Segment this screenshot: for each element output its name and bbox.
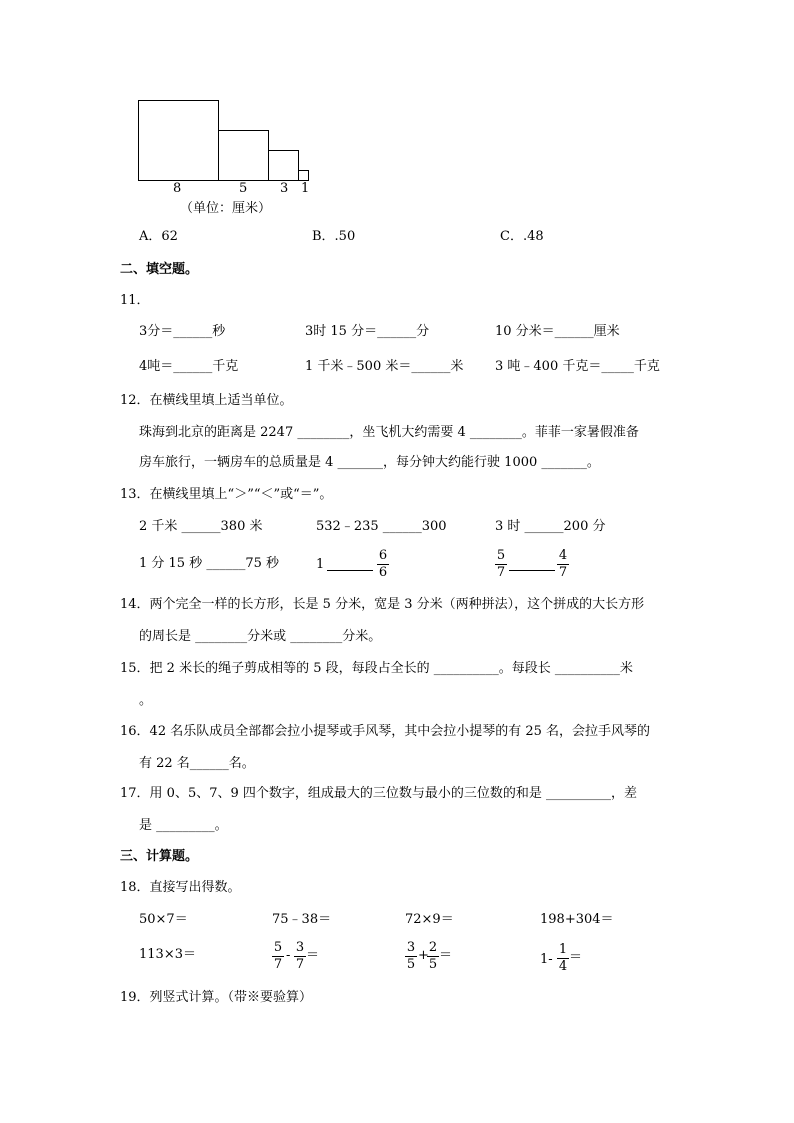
equals-sign: ＝: [569, 950, 583, 965]
q11-item-1: 3分＝______秒: [139, 324, 226, 339]
fraction-denominator: 5: [406, 957, 416, 972]
fraction-6-6: [377, 549, 389, 580]
q16-line-2: 有 22 名______名。: [139, 756, 255, 771]
q11-item-4: 4吨＝______千克: [139, 359, 239, 374]
fraction-denominator: 4: [558, 959, 568, 974]
q11-item-5: 1 千米﹣500 米＝______米: [305, 359, 464, 374]
fraction-denominator: 7: [273, 957, 283, 972]
fraction-denominator: 7: [496, 565, 506, 580]
fraction-denominator: 7: [558, 565, 568, 580]
q11-item-3: 10 分米＝______厘米: [495, 324, 620, 339]
q12-line-2: 房车旅行，一辆房车的总质量是 4 _______，每分钟大约能行驶 1000 _______。: [139, 455, 600, 470]
q13-item-2: 532﹣235 ______300: [316, 519, 447, 534]
equals-sign: ＝: [439, 948, 453, 963]
whole-minus: 1-: [540, 952, 553, 967]
q11-number: 11．: [120, 293, 150, 308]
fraction-numerator: 5: [496, 548, 506, 563]
q12-line-1: 珠海到北京的距离是 2247 ________，坐飞机大约需要 4 ________。菲菲一家暑假准备: [139, 425, 639, 440]
fraction-numerator: 6: [378, 548, 388, 563]
fraction-denominator: 7: [295, 957, 305, 972]
q14-line-2: 的周长是 ________分米或 ________分米。: [139, 629, 382, 644]
fraction-3-5: [405, 941, 417, 972]
squares-figure: [0, 0, 794, 230]
fraction-2-5: [427, 941, 439, 972]
q18-item-2: 75﹣38＝: [272, 912, 332, 927]
q19-title: 19．列竖式计算。（带※要验算）: [120, 990, 313, 1005]
fraction-1-4: [557, 943, 569, 974]
q12-title: 12．在横线里填上适当单位。: [120, 393, 293, 408]
q15-line-2: 。: [139, 693, 153, 708]
q18-item-4: 198+304＝: [540, 912, 614, 927]
equals-sign: ＝: [306, 948, 320, 963]
plus-sign: +: [418, 948, 429, 963]
figure-label-5: 5: [239, 181, 248, 196]
figure-label-3: 3: [280, 181, 289, 196]
square-3: [269, 151, 299, 181]
fraction-denominator: 6: [378, 565, 388, 580]
q14-line-1: 14．两个完全一样的长方形，长是 5 分米，宽是 3 分米（两种拼法），这个拼成的大长方形: [120, 597, 645, 612]
q11-item-6: 3 吨﹣400 千克＝_____千克: [495, 359, 660, 374]
figure-label-8: 8: [173, 181, 182, 196]
q18-item-5: 113×3＝: [139, 947, 196, 962]
fraction-numerator: 5: [273, 940, 283, 955]
q13-item-4: 1 分 15 秒 ______75 秒: [139, 556, 280, 571]
square-5: [219, 131, 269, 181]
q16-line-1: 16．42 名乐队成员全部都会拉小提琴或手风琴，其中会拉小提琴的有 25 名，会拉手风琴的: [120, 724, 651, 739]
square-1: [299, 171, 309, 181]
q13-title: 13．在横线里填上“＞”“＜”或“＝”。: [120, 487, 333, 502]
q13-frac-item-1-left: 1: [316, 557, 325, 572]
q11-item-2: 3时 15 分＝______分: [305, 324, 430, 339]
square-8: [139, 101, 219, 181]
section-2-heading: 二、填空题。: [120, 262, 199, 277]
figure-unit: （单位：厘米）: [180, 201, 272, 216]
q13-blank-6: [509, 558, 555, 571]
option-a: A．62: [139, 229, 178, 244]
minus-sign: -: [286, 948, 291, 963]
fraction-numerator: 4: [558, 548, 568, 563]
fraction-numerator: 3: [406, 940, 416, 955]
q18-title: 18．直接写出得数。: [120, 880, 241, 895]
fraction-numerator: 1: [558, 942, 568, 957]
option-c: C．.48: [500, 229, 544, 244]
q13-blank-5: [327, 558, 373, 571]
fraction-numerator: 3: [295, 940, 305, 955]
section-3-heading: 三、计算题。: [120, 849, 199, 864]
fraction-denominator: 5: [428, 957, 438, 972]
fraction-4-7: [557, 549, 569, 580]
q13-item-1: 2 千米 ______380 米: [139, 519, 263, 534]
q17-line-1: 17．用 0、5、7、9 四个数字，组成最大的三位数与最小的三位数的和是 __________，差: [120, 786, 638, 801]
q13-item-3: 3 时 ______200 分: [495, 519, 606, 534]
q15-line-1: 15．把 2 米长的绳子剪成相等的 5 段，每段占全长的 __________。每段长 __________米: [120, 661, 633, 676]
figure-label-1: 1: [301, 181, 310, 196]
q18-item-3: 72×9＝: [405, 912, 454, 927]
fraction-numerator: 2: [428, 940, 438, 955]
fraction-3-7: [294, 941, 306, 972]
q18-item-1: 50×7＝: [139, 912, 188, 927]
fraction-5-7: [495, 549, 507, 580]
option-b: B．.50: [312, 229, 356, 244]
q17-line-2: 是 _________。: [139, 818, 228, 833]
fraction-5-7-a: [272, 941, 284, 972]
